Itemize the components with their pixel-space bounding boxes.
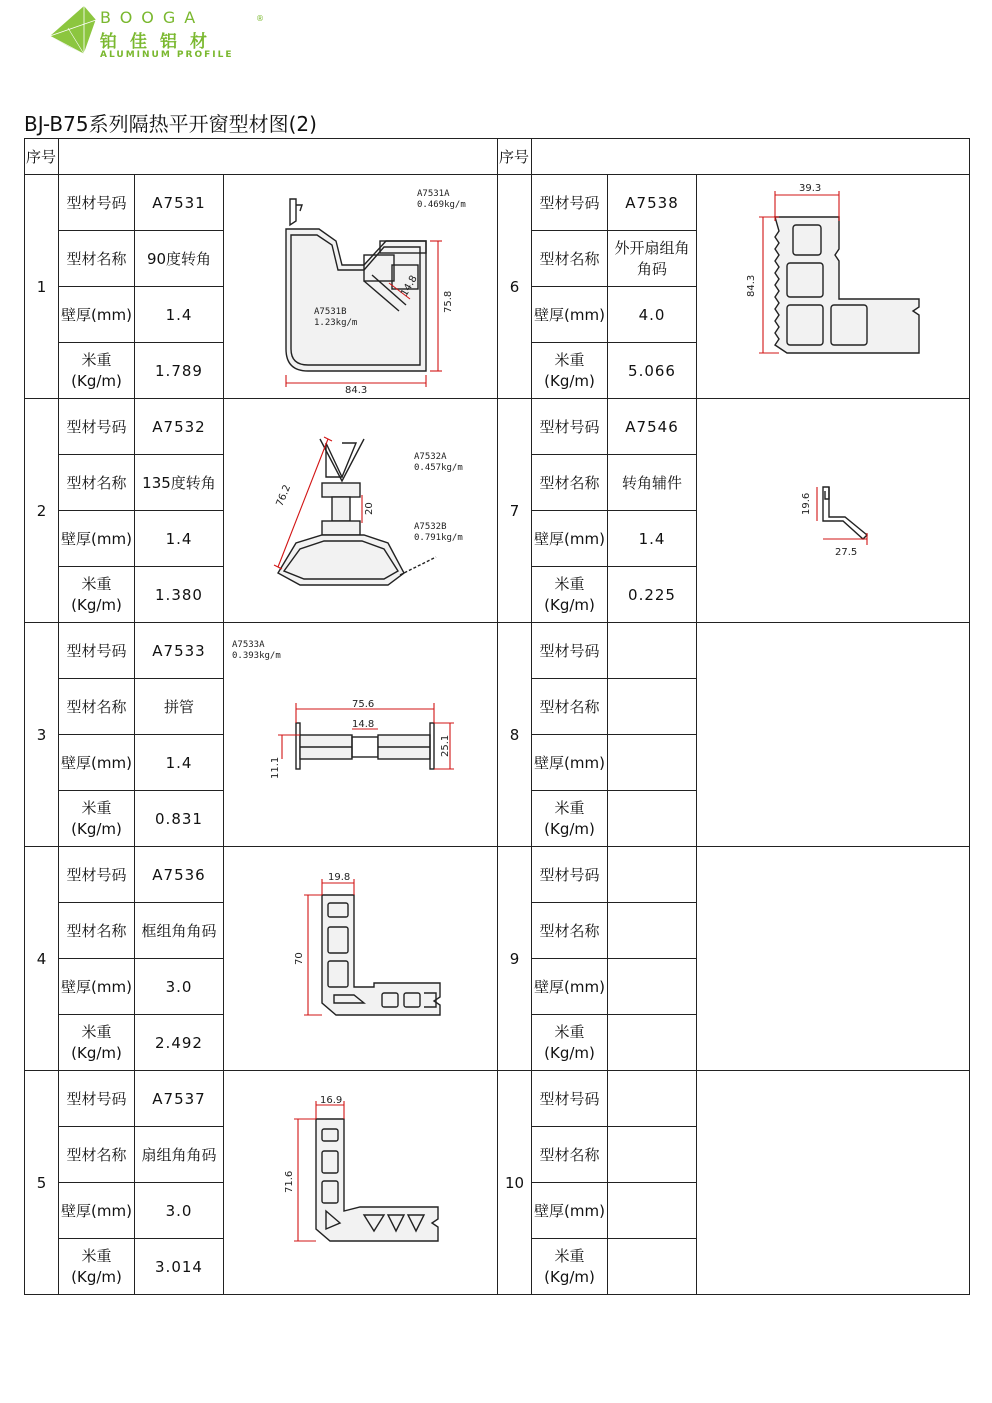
part-b-weight: 0.791kg/m: [414, 533, 463, 543]
profile-drawing-a7536: [224, 847, 498, 1071]
thickness-label: 壁厚(mm): [59, 959, 135, 1015]
name-label: 型材名称: [532, 231, 608, 287]
code-value: A7536: [135, 847, 224, 903]
name-label: 型材名称: [59, 679, 135, 735]
code-label: 型材号码: [532, 1071, 608, 1127]
profile-drawing-a7531: [224, 175, 498, 399]
weight-label: [59, 1239, 135, 1295]
dim-width: 27.5: [835, 547, 858, 558]
dim-middle-width: 14.8: [352, 719, 375, 730]
logo-mark-icon: [48, 6, 98, 56]
dim-height: 75.8: [443, 290, 454, 313]
part-b-label: A7531B: [314, 307, 347, 317]
weight-label-line1: 米重: [81, 574, 112, 593]
brand-logo: [48, 6, 278, 62]
name-label: 型材名称: [59, 231, 135, 287]
weight-label-line2: (Kg/m): [544, 595, 595, 614]
dim-height: 19.6: [801, 492, 813, 515]
weight-label-line1: 米重: [554, 798, 585, 817]
name-value: [608, 679, 697, 735]
weight-label-line2: (Kg/m): [544, 1267, 595, 1286]
weight-value: 1.380: [135, 567, 224, 623]
part-a-weight: 0.469kg/m: [417, 200, 466, 210]
name-label: 型材名称: [59, 903, 135, 959]
name-value: [608, 1127, 697, 1183]
weight-label-line1: 米重: [81, 798, 112, 817]
weight-label-line1: 米重: [81, 350, 112, 369]
weight-value: [608, 1015, 697, 1071]
part-a-weight: 0.457kg/m: [414, 463, 463, 473]
code-label: 型材号码: [59, 847, 135, 903]
dim-small: 14.8: [399, 273, 420, 299]
weight-value: 1.789: [135, 343, 224, 399]
name-value: 框组角角码: [135, 903, 224, 959]
code-label: 型材号码: [59, 623, 135, 679]
code-value: A7537: [135, 1071, 224, 1127]
weight-label-line1: 米重: [81, 1246, 112, 1265]
weight-label-line1: 米重: [554, 1246, 585, 1265]
code-value: [608, 847, 697, 903]
weight-label-line2: (Kg/m): [544, 819, 595, 838]
name-label: 型材名称: [532, 679, 608, 735]
weight-label-line2: (Kg/m): [71, 1043, 122, 1062]
profile-drawing-empty: [697, 623, 970, 847]
seq-number: 9: [498, 847, 532, 1071]
name-label: 型材名称: [532, 1127, 608, 1183]
weight-value: 0.225: [608, 567, 697, 623]
part-b-weight: 1.23kg/m: [314, 318, 358, 328]
thickness-label: 壁厚(mm): [532, 735, 608, 791]
name-value: 90度转角: [135, 231, 224, 287]
page-title: BJ-B75系列隔热平开窗型材图(2): [24, 112, 317, 136]
profile-drawing-a7538: [697, 175, 970, 399]
weight-label: [532, 1015, 608, 1071]
name-value: 拼管: [135, 679, 224, 735]
code-label: 型材号码: [532, 847, 608, 903]
thickness-label: 壁厚(mm): [59, 735, 135, 791]
thickness-value: 3.0: [135, 959, 224, 1015]
weight-value: [608, 1239, 697, 1295]
dim-height: 70: [294, 952, 305, 965]
thickness-label: 壁厚(mm): [532, 511, 608, 567]
weight-label-line2: (Kg/m): [71, 595, 122, 614]
weight-value: 2.492: [135, 1015, 224, 1071]
name-value: 扇组角角码: [135, 1127, 224, 1183]
code-label: 型材号码: [59, 399, 135, 455]
name-value: 135度转角: [135, 455, 224, 511]
profile-drawing-a7546: [697, 399, 970, 623]
profile-drawing-empty: [697, 847, 970, 1071]
logo-wordmark: BOOGA: [100, 8, 205, 27]
profile-drawing-a7533: [224, 623, 498, 847]
thickness-label: 壁厚(mm): [532, 959, 608, 1015]
profile-table: [24, 138, 970, 1295]
header-blank: [59, 139, 498, 175]
dim-height: 25.1: [440, 734, 451, 757]
thickness-value: [608, 735, 697, 791]
seq-number: 6: [498, 175, 532, 399]
dim-height: 20: [364, 502, 375, 515]
code-value: A7531: [135, 175, 224, 231]
weight-value: 0.831: [135, 791, 224, 847]
thickness-value: 1.4: [135, 287, 224, 343]
logo-subtitle: ALUMINUM PROFILE: [100, 50, 234, 60]
dim-height: 84.3: [746, 274, 758, 297]
seq-number: 8: [498, 623, 532, 847]
weight-label-line2: (Kg/m): [544, 1043, 595, 1062]
thickness-value: 1.4: [608, 511, 697, 567]
code-label: 型材号码: [532, 623, 608, 679]
thickness-value: [608, 959, 697, 1015]
weight-label: [532, 343, 608, 399]
table-header-row: [25, 139, 970, 175]
thickness-value: 1.4: [135, 511, 224, 567]
thickness-label: 壁厚(mm): [59, 287, 135, 343]
thickness-value: 1.4: [135, 735, 224, 791]
dim-length: 76.2: [274, 483, 294, 509]
code-value: [608, 623, 697, 679]
seq-number: 7: [498, 399, 532, 623]
weight-label: [59, 791, 135, 847]
seq-number: 4: [25, 847, 59, 1071]
dim-small-height: 11.1: [270, 756, 281, 779]
weight-label-line1: 米重: [81, 1022, 112, 1041]
name-label: 型材名称: [532, 903, 608, 959]
part-b-label: A7532B: [414, 522, 447, 532]
dim-total-width: 75.6: [352, 699, 375, 710]
thickness-value: [608, 1183, 697, 1239]
thickness-value: 3.0: [135, 1183, 224, 1239]
seq-number: 3: [25, 623, 59, 847]
weight-label: [59, 567, 135, 623]
dim-width: 39.3: [799, 183, 822, 194]
logo-registered-mark: ®: [256, 14, 264, 23]
seq-header-2: 序号: [498, 139, 532, 175]
part-a-label: A7531A: [417, 189, 450, 199]
seq-number: 2: [25, 399, 59, 623]
code-value: A7533: [135, 623, 224, 679]
name-value: 转角辅件: [608, 455, 697, 511]
code-value: [608, 1071, 697, 1127]
weight-label-line1: 米重: [554, 1022, 585, 1041]
weight-value: [608, 791, 697, 847]
dim-height: 71.6: [284, 1170, 295, 1193]
name-label: 型材名称: [59, 1127, 135, 1183]
code-value: A7546: [608, 399, 697, 455]
part-a-label: A7533A: [232, 640, 265, 650]
thickness-label: 壁厚(mm): [532, 287, 608, 343]
profile-drawing-a7532: [224, 399, 498, 623]
thickness-value: 4.0: [608, 287, 697, 343]
weight-label: [59, 1015, 135, 1071]
thickness-label: 壁厚(mm): [59, 1183, 135, 1239]
code-value: A7532: [135, 399, 224, 455]
seq-number: 1: [25, 175, 59, 399]
name-label: 型材名称: [532, 455, 608, 511]
weight-label: [532, 567, 608, 623]
part-a-label: A7532A: [414, 452, 447, 462]
dim-width: 19.8: [328, 872, 351, 883]
weight-label-line2: (Kg/m): [544, 371, 595, 390]
thickness-label: 壁厚(mm): [59, 511, 135, 567]
code-label: 型材号码: [532, 175, 608, 231]
profile-drawing-a7537: [224, 1071, 498, 1295]
weight-label-line1: 米重: [554, 574, 585, 593]
weight-label-line2: (Kg/m): [71, 819, 122, 838]
thickness-label: 壁厚(mm): [532, 1183, 608, 1239]
weight-value: 3.014: [135, 1239, 224, 1295]
code-label: 型材号码: [532, 399, 608, 455]
name-value: [608, 903, 697, 959]
weight-label-line2: (Kg/m): [71, 1267, 122, 1286]
code-value: A7538: [608, 175, 697, 231]
weight-value: 5.066: [608, 343, 697, 399]
weight-label: [59, 343, 135, 399]
seq-number: 5: [25, 1071, 59, 1295]
profile-drawing-empty: [697, 1071, 970, 1295]
seq-number: 10: [498, 1071, 532, 1295]
code-label: 型材号码: [59, 1071, 135, 1127]
logo-chinese-name: 铂佳铝材: [100, 32, 220, 52]
name-value: 外开扇组角角码: [608, 231, 697, 287]
weight-label-line1: 米重: [554, 350, 585, 369]
weight-label: [532, 791, 608, 847]
seq-header: 序号: [25, 139, 59, 175]
code-label: 型材号码: [59, 175, 135, 231]
part-a-weight: 0.393kg/m: [232, 651, 281, 661]
weight-label-line2: (Kg/m): [71, 371, 122, 390]
header-blank-2: [532, 139, 970, 175]
name-label: 型材名称: [59, 455, 135, 511]
weight-label: [532, 1239, 608, 1295]
dim-width: 84.3: [345, 385, 368, 396]
dim-width: 16.9: [320, 1095, 343, 1106]
